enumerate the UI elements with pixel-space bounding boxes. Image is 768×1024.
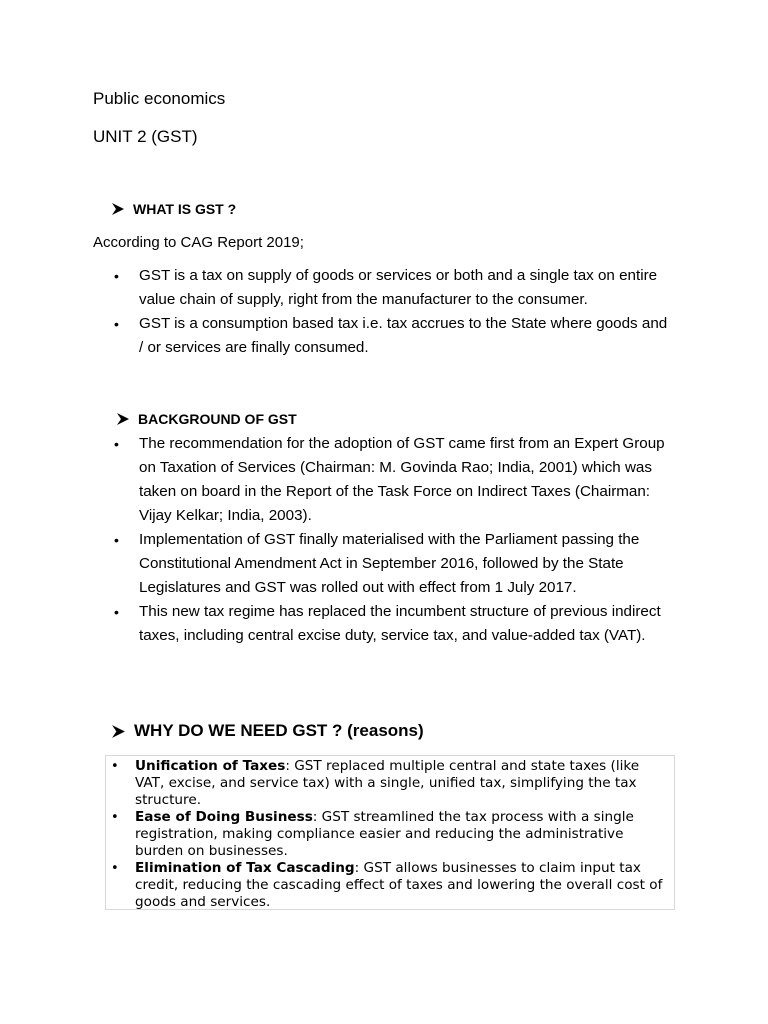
reason-term: Elimination of Tax Cascading bbox=[135, 860, 355, 876]
reason-item bbox=[106, 860, 674, 911]
background-list bbox=[114, 432, 674, 648]
reason-text: : GST streamlined the tax process with a single registration, making compliance easier and reducing the administrative burden on businesses. bbox=[135, 809, 634, 859]
reason-term: Unification of Taxes bbox=[135, 758, 286, 774]
section-heading-text: WHAT IS GST ? bbox=[133, 201, 237, 217]
list-item-text: This new tax regime has replaced the incumbent structure of previous indirect taxes, including central excise duty, service tax, and value-added tax (VAT). bbox=[139, 603, 661, 644]
section-heading-text: WHY DO WE NEED GST ? (reasons) bbox=[134, 721, 424, 740]
arrowhead-bullet-icon bbox=[116, 412, 130, 426]
bullet-icon: • bbox=[114, 268, 119, 284]
section-heading-what-is-gst bbox=[111, 200, 236, 218]
reasons-list bbox=[106, 758, 674, 911]
bullet-icon: • bbox=[114, 316, 119, 332]
list-item bbox=[114, 432, 674, 528]
list-item bbox=[114, 600, 674, 648]
list-item-text: The recommendation for the adoption of GST came first from an Expert Group on Taxation of Services (Chairman: M. Govinda Rao; India, 2001) which was taken on board in the Report of the Task Force on Indirect Taxes (Chairman: Vijay Kelkar; India, 2003). bbox=[139, 435, 665, 524]
list-item-text: GST is a consumption based tax i.e. tax accrues to the State where goods and / or services are finally consumed. bbox=[139, 315, 668, 356]
bullet-icon: • bbox=[111, 861, 119, 876]
list-item-text: Implementation of GST finally materialised with the Parliament passing the Constitutional Amendment Act in September 2016, followed by the State Legislatures and GST was rolled out with effect from 1 July 2017. bbox=[139, 531, 640, 596]
bullet-icon: • bbox=[114, 436, 119, 452]
reason-item bbox=[106, 758, 674, 809]
reason-item bbox=[106, 809, 674, 860]
list-item bbox=[114, 528, 674, 600]
reason-text: : GST replaced multiple central and state taxes (like VAT, excise, and service tax) with a single, unified tax, simplifying the tax structure. bbox=[135, 758, 640, 808]
reasons-box bbox=[105, 755, 675, 910]
section-heading-background bbox=[116, 410, 297, 428]
list-item bbox=[114, 264, 674, 312]
list-item bbox=[114, 312, 674, 360]
bullet-icon: • bbox=[111, 759, 119, 774]
bullet-icon: • bbox=[114, 604, 119, 620]
section-heading-text: BACKGROUND OF GST bbox=[138, 411, 297, 427]
reason-text: : GST allows businesses to claim input tax credit, reducing the cascading effect of taxes and lowering the overall cost of goods and services. bbox=[135, 860, 663, 910]
what-is-gst-list bbox=[114, 264, 674, 360]
section-heading-why-gst bbox=[111, 720, 424, 742]
arrowhead-bullet-icon bbox=[111, 202, 125, 216]
bullet-icon: • bbox=[111, 810, 119, 825]
reason-term: Ease of Doing Business bbox=[135, 809, 313, 825]
bullet-icon: • bbox=[114, 532, 119, 548]
unit-subtitle: UNIT 2 (GST) bbox=[93, 127, 198, 146]
list-item-text: GST is a tax on supply of goods or services or both and a single tax on entire value chain of supply, right from the manufacturer to the consumer. bbox=[139, 267, 658, 308]
arrowhead-bullet-icon bbox=[111, 724, 126, 739]
intro-text: According to CAG Report 2019; bbox=[93, 234, 304, 251]
document-title: Public economics bbox=[93, 89, 226, 108]
